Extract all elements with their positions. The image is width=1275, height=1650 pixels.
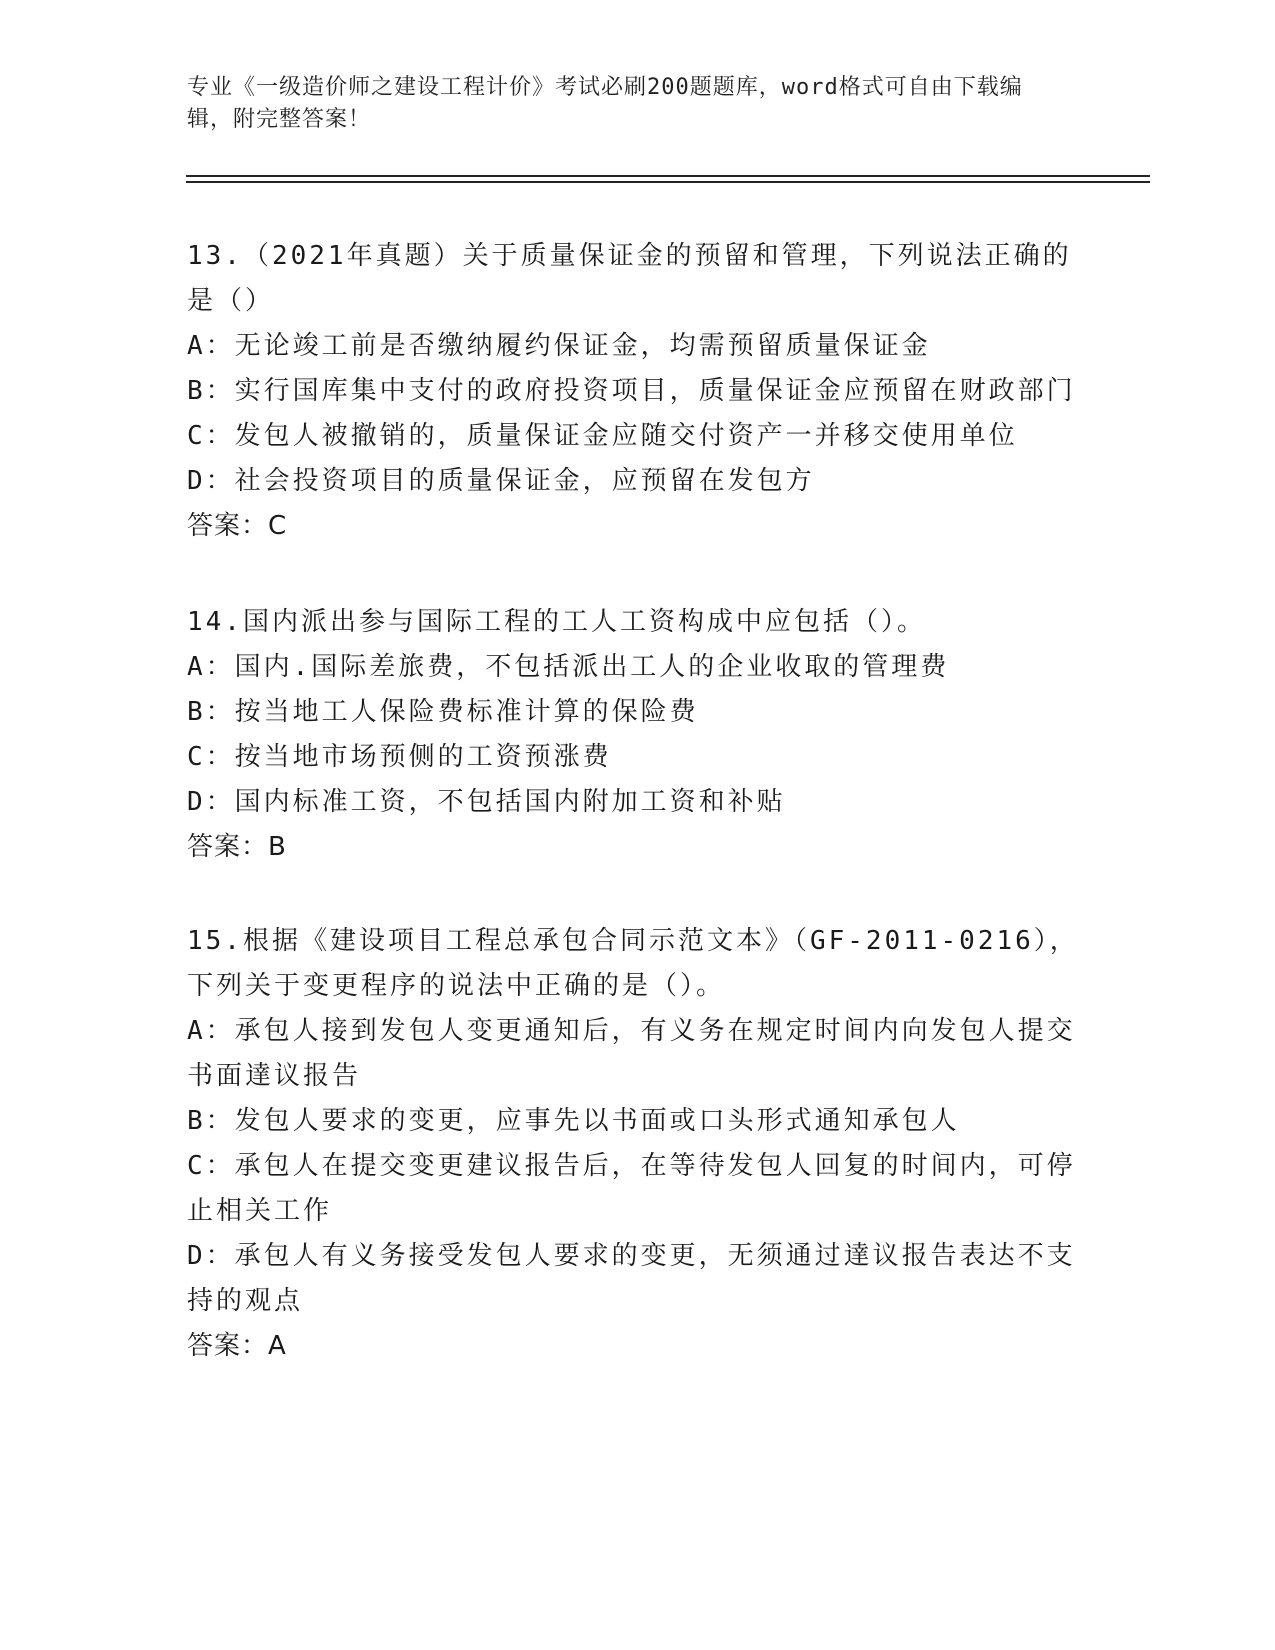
question-stem: 15.根据《建设项目工程总承包合同示范文本》（GF-2011-0216），下列关于变更程序的说法中正确的是（）。 [187,926,1079,1001]
option-d: D：承包人有义务接受发包人要求的变更，无须通过達议报告表达不支持的观点 [187,1241,1076,1316]
header-text: 专业《一级造价师之建设工程计价》考试必刷200题题库，word格式可自由下载编辑，附完整答案！ [187,75,1023,132]
option-c: C：承包人在提交变更建议报告后，在等待发包人回复的时间内，可停止相关工作 [187,1151,1076,1226]
option-c: C：按当地市场预侧的工资预涨费 [187,742,612,772]
answer: 答案：B [187,832,287,862]
question-14 [187,600,1087,870]
option-a: A：承包人接到发包人变更通知后，有义务在规定时间内向发包人提交书面達议报告 [187,1016,1076,1091]
header-divider-bottom [186,181,1150,183]
question-stem: 14.国内派出参与国际工程的工人工资构成中应包括（）。 [187,607,926,637]
question-15 [187,919,1087,1369]
answer: 答案：A [187,1331,287,1361]
option-b: B：按当地工人保险费标准计算的保险费 [187,697,699,727]
header-divider-top [186,175,1150,177]
option-c: C：发包人被撤销的，质量保证金应随交付资产一并移交使用单位 [187,421,1018,451]
question-13 [187,234,1087,549]
option-b: B：实行国库集中支付的政府投资项目，质量保证金应预留在财政部门 [187,376,1076,406]
document-header [187,72,1067,136]
option-b: B：发包人要求的变更，应事先以书面或口头形式通知承包人 [187,1106,960,1136]
option-d: D：国内标准工资，不包括国内附加工资和补贴 [187,787,786,817]
option-a: A：无论竣工前是否缴纳履约保证金，均需预留质量保证金 [187,331,931,361]
option-a: A：国内.国际差旅费，不包括派出工人的企业收取的管理费 [187,652,950,682]
option-d: D：社会投资项目的质量保证金，应预留在发包方 [187,466,815,496]
question-stem: 13.（2021年真题）关于质量保证金的预留和管理，下列说法正确的是（） [187,241,1072,316]
answer: 答案：C [187,511,288,541]
